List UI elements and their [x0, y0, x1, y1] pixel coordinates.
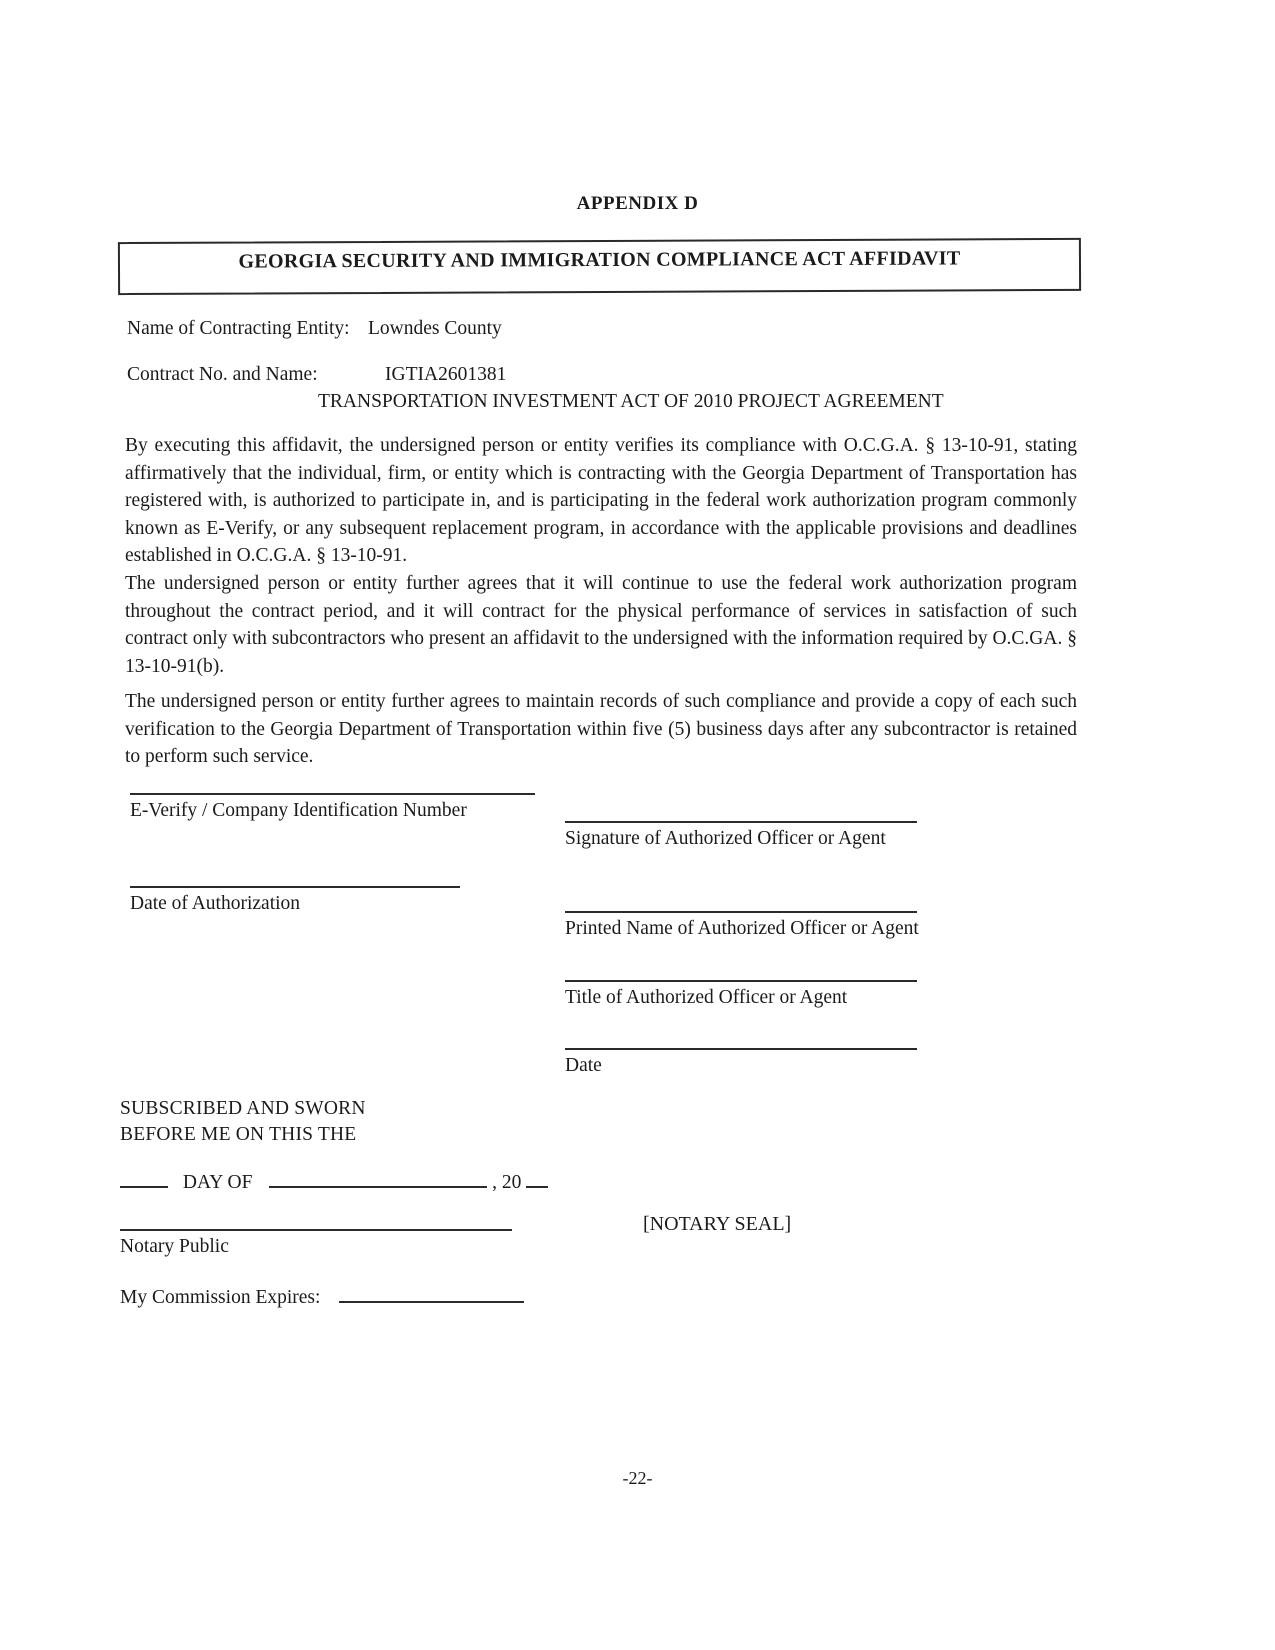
printed-name-label: Printed Name of Authorized Officer or Agent: [565, 918, 919, 939]
paragraph-compliance: By executing this affidavit, the undersigned person or entity verifies its compliance with O.C.G.A. § 13-10-91, stating affirmatively that the individual, firm, or entity which is contracting with the Georgia Department of Transportation has registered with, is authorized to participate in, and is participating in the federal work authorization program commonly known as E-Verify, or any subsequent replacement program, in accordance with the applicable provisions and deadlines established in O.C.G.A. § 13-10-91.: [125, 435, 1077, 566]
paragraph-continued-use: The undersigned person or entity further agrees that it will continue to use the federal work authorization program throughout the contract period, and it will contract for the physical performance of services in satisfaction of such contract only with subcontractors who present an affidavit to the undersigned with the information required by O.C.GA. § 13-10-91(b).: [125, 573, 1077, 677]
day-of-row: [120, 1168, 548, 1194]
title-box: [118, 238, 1081, 295]
commission-expires-label: My Commission Expires:: [120, 1287, 321, 1308]
title-of-officer-line: [565, 980, 917, 982]
notary-seal-label: [NOTARY SEAL]: [643, 1213, 792, 1235]
everify-number-label: E-Verify / Company Identification Number: [130, 800, 467, 821]
document-title: GEORGIA SECURITY AND IMMIGRATION COMPLIANCE ACT AFFIDAVIT: [238, 247, 961, 273]
day-blank-line: [120, 1168, 168, 1188]
sworn-statement-line2: BEFORE ME ON THIS THE: [120, 1124, 357, 1145]
commission-expires-row: [120, 1283, 524, 1309]
date-label: Date: [565, 1055, 602, 1076]
date-of-authorization-label: Date of Authorization: [130, 893, 301, 914]
signature-label: Signature of Authorized Officer or Agent: [565, 828, 886, 849]
everify-number-line: [130, 793, 535, 795]
contracting-entity-value: Lowndes County: [368, 318, 502, 339]
page-number: -22-: [622, 1468, 653, 1488]
title-of-officer-label: Title of Authorized Officer or Agent: [565, 987, 848, 1008]
date-line: [565, 1048, 917, 1050]
sworn-statement: [120, 1096, 366, 1148]
day-of-label: DAY OF: [182, 1172, 253, 1193]
signature-line: [565, 821, 917, 823]
contract-name-value: TRANSPORTATION INVESTMENT ACT OF 2010 PROJECT AGREEMENT: [318, 391, 944, 412]
contract-no-label: Contract No. and Name:: [127, 364, 318, 385]
paragraph-records: The undersigned person or entity further agrees to maintain records of such compliance and provide a copy of each such verification to the Georgia Department of Transportation within five (5) business days after any subcontractor is retained to perform such service.: [125, 691, 1077, 767]
date-of-authorization-line: [130, 886, 460, 888]
sworn-statement-line1: SUBSCRIBED AND SWORN: [120, 1098, 366, 1119]
notary-public-line: [120, 1229, 512, 1231]
year-blank-line: [526, 1168, 548, 1188]
appendix-title: APPENDIX D: [576, 193, 699, 214]
notary-public-label: Notary Public: [120, 1236, 229, 1257]
commission-blank-line: [339, 1283, 524, 1303]
printed-name-line: [565, 911, 917, 913]
contract-no-value: IGTIA2601381: [385, 364, 507, 385]
month-blank-line: [269, 1168, 487, 1188]
contracting-entity-label: Name of Contracting Entity:: [127, 318, 350, 339]
year-prefix: , 20: [492, 1172, 522, 1193]
